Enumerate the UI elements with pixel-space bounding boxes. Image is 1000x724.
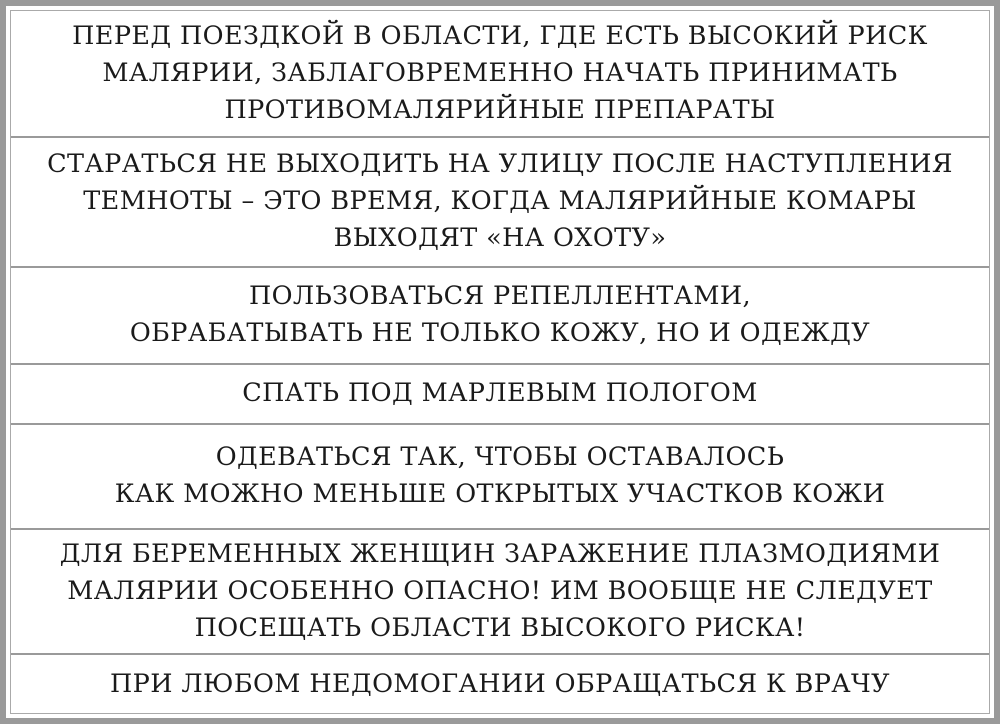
rule-text: СПАТЬ ПОД МАРЛЕВЫМ ПОЛОГОМ <box>242 378 758 409</box>
rule-row <box>11 365 989 425</box>
rule-text: ПЕРЕД ПОЕЗДКОЙ В ОБЛАСТИ, ГДЕ ЕСТЬ ВЫСОКИЙ РИСК МАЛЯРИИ, ЗАБЛАГОВРЕМЕННО НАЧАТЬ ПРИНИМАТЬ ПРОТИВОМАЛЯРИЙНЫЕ ПРЕПАРАТЫ <box>72 21 928 126</box>
rule-text: ПРИ ЛЮБОМ НЕДОМОГАНИИ ОБРАЩАТЬСЯ К ВРАЧУ <box>110 668 890 699</box>
rule-text: ПОЛЬЗОВАТЬСЯ РЕПЕЛЛЕНТАМИ, ОБРАБАТЫВАТЬ НЕ ТОЛЬКО КОЖУ, НО И ОДЕЖДУ <box>129 281 871 349</box>
rule-text: ДЛЯ БЕРЕМЕННЫХ ЖЕНЩИН ЗАРАЖЕНИЕ ПЛАЗМОДИЯМИ МАЛЯРИИ ОСОБЕННО ОПАСНО! ИМ ВООБЩЕ НЕ СЛЕДУЕТ ПОСЕЩАТЬ ОБЛАСТИ ВЫСОКОГО РИСКА! <box>59 539 941 644</box>
rule-row <box>11 425 989 530</box>
rule-text: СТАРАТЬСЯ НЕ ВЫХОДИТЬ НА УЛИЦУ ПОСЛЕ НАСТУПЛЕНИЯ ТЕМНОТЫ – ЭТО ВРЕМЯ, КОГДА МАЛЯРИЙНЫЕ КОМАРЫ ВЫХОДЯТ «НА ОХОТУ» <box>47 149 953 254</box>
rules-table <box>10 10 990 714</box>
rule-row <box>11 138 989 267</box>
rule-text: ОДЕВАТЬСЯ ТАК, ЧТОБЫ ОСТАВАЛОСЬ КАК МОЖНО МЕНЬШЕ ОТКРЫТЫХ УЧАСТКОВ КОЖИ <box>114 442 886 510</box>
rule-row <box>11 655 989 713</box>
rule-row <box>11 268 989 365</box>
rule-row <box>11 11 989 138</box>
rule-row <box>11 530 989 655</box>
